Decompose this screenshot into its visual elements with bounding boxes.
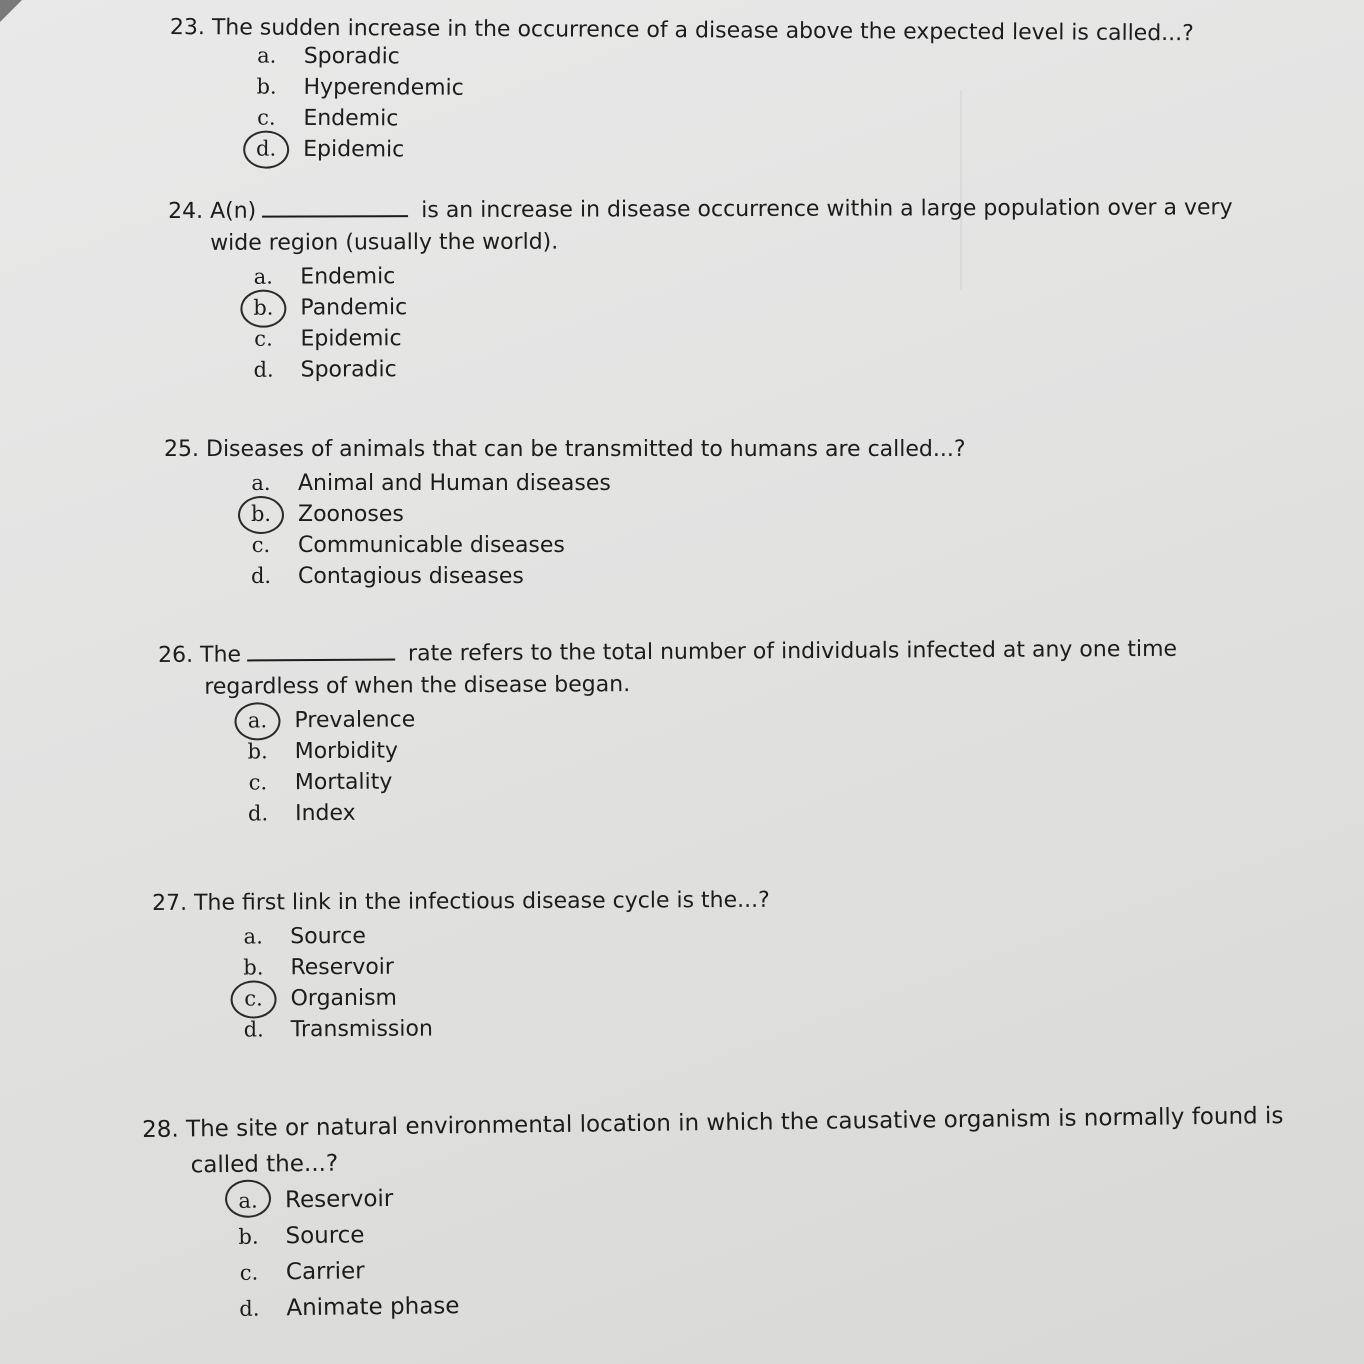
- option-c[interactable]: [242, 530, 966, 561]
- option-text: Index: [294, 800, 356, 827]
- question-stem: [152, 885, 770, 920]
- option-text: Reservoir: [290, 954, 394, 981]
- answer-blank[interactable]: [247, 639, 395, 662]
- option-text: Endemic: [303, 105, 399, 132]
- options-list: [242, 468, 966, 592]
- option-d[interactable]: [245, 351, 1234, 385]
- answer-blank[interactable]: [262, 195, 408, 218]
- option-a[interactable]: [244, 258, 1233, 292]
- option-letter: c.: [257, 105, 276, 130]
- question-26: [158, 634, 1178, 830]
- option-b[interactable]: [242, 499, 966, 530]
- option-text: Endemic: [300, 264, 396, 290]
- circled-option-letter: c.: [235, 983, 273, 1014]
- option-letter: c.: [239, 1260, 259, 1285]
- option-text: Hyperendemic: [303, 74, 464, 101]
- option-letter: a.: [251, 471, 271, 495]
- option-text: Communicable diseases: [298, 533, 565, 558]
- question-number: 26.: [158, 642, 194, 668]
- option-letter: d.: [250, 564, 272, 588]
- option-text: Animal and Human diseases: [298, 471, 611, 496]
- option-text: Source: [285, 1222, 365, 1250]
- option-text: Mortality: [294, 769, 393, 796]
- option-b[interactable]: [234, 950, 770, 984]
- option-text: Sporadic: [303, 43, 400, 70]
- option-d[interactable]: [247, 133, 1193, 170]
- option-letter: d.: [253, 357, 274, 382]
- question-number: 23.: [169, 14, 205, 41]
- question-28: [142, 1100, 1286, 1328]
- option-text: Carrier: [285, 1258, 365, 1286]
- option-text: Morbidity: [294, 738, 399, 765]
- options-list: [234, 919, 770, 1046]
- option-text: Pandemic: [300, 295, 408, 321]
- circled-option-letter: b.: [244, 293, 282, 324]
- option-text: Reservoir: [284, 1185, 394, 1214]
- option-letter: d.: [247, 801, 269, 826]
- question-number: 24.: [168, 198, 204, 224]
- option-letter: d.: [243, 1017, 264, 1042]
- question-25: [164, 434, 966, 592]
- option-text: Zoonoses: [298, 502, 404, 527]
- question-text-after-blank: is an increase in disease occurrence within a large population over a very: [421, 195, 1233, 224]
- circled-option-letter: b.: [242, 499, 280, 530]
- question-text: The site or natural environmental location in which the causative organism is normally found is: [185, 1103, 1284, 1143]
- option-text: Epidemic: [303, 136, 405, 163]
- option-letter: c.: [251, 533, 271, 557]
- option-letter: c.: [254, 326, 273, 351]
- question-stem-line2: [210, 224, 1233, 260]
- question-text: The first link in the infectious disease cycle is the...?: [194, 887, 770, 916]
- question-text-line2: called the...?: [190, 1150, 339, 1179]
- option-c[interactable]: [244, 320, 1233, 354]
- question-23: [169, 12, 1194, 170]
- question-text: Diseases of animals that can be transmitted to humans are called...?: [206, 437, 966, 462]
- question-stem-line2: [204, 666, 1177, 704]
- option-letter: d.: [239, 1296, 260, 1321]
- option-letter: a.: [257, 43, 277, 68]
- question-text-after-blank: rate refers to the total number of individuals infected at any one time: [407, 636, 1178, 667]
- option-letter: a.: [243, 924, 263, 949]
- option-text: Transmission: [290, 1016, 433, 1043]
- question-27: [152, 885, 771, 1046]
- page-corner-shadow: [0, 0, 22, 22]
- option-letter: b.: [256, 74, 277, 99]
- option-text: Organism: [290, 985, 398, 1012]
- option-b[interactable]: [244, 289, 1233, 323]
- options-list: [247, 40, 1194, 170]
- circled-option-letter: a.: [238, 705, 276, 736]
- question-stem: [168, 192, 1233, 228]
- option-text: Prevalence: [294, 707, 416, 734]
- question-number: 25.: [164, 437, 199, 462]
- circled-option-letter: d.: [247, 133, 285, 164]
- option-d[interactable]: [235, 1012, 771, 1046]
- option-d[interactable]: [239, 793, 1178, 830]
- option-letter: b.: [238, 1224, 259, 1249]
- question-24: [168, 192, 1233, 386]
- option-text: Animate phase: [286, 1293, 460, 1322]
- option-c[interactable]: [235, 981, 771, 1015]
- options-list: [238, 700, 1178, 830]
- question-stem: [164, 434, 966, 466]
- option-text: Sporadic: [300, 357, 397, 383]
- option-text: Epidemic: [300, 326, 402, 352]
- option-letter: b.: [247, 739, 268, 764]
- question-text-before-blank: A(n): [210, 198, 257, 224]
- question-text-before-blank: The: [200, 642, 242, 668]
- option-text: Source: [290, 923, 366, 950]
- option-text: Contagious diseases: [298, 564, 524, 589]
- question-text-line2: wide region (usually the world).: [210, 229, 559, 256]
- option-a[interactable]: [234, 919, 770, 953]
- options-list: [229, 1170, 1286, 1327]
- option-a[interactable]: [242, 468, 966, 499]
- option-letter: c.: [248, 770, 268, 795]
- options-list: [244, 258, 1233, 385]
- option-d[interactable]: [242, 561, 966, 592]
- question-number: 27.: [152, 890, 188, 916]
- option-letter: a.: [253, 264, 273, 289]
- option-letter: b.: [243, 955, 264, 980]
- circled-option-letter: a.: [229, 1182, 267, 1218]
- question-number: 28.: [142, 1116, 179, 1143]
- question-text-line2: regardless of when the disease began.: [204, 672, 631, 700]
- question-stem: [158, 634, 1177, 672]
- question-text: The sudden increase in the occurrence of a disease above the expected level is called...?: [211, 15, 1194, 47]
